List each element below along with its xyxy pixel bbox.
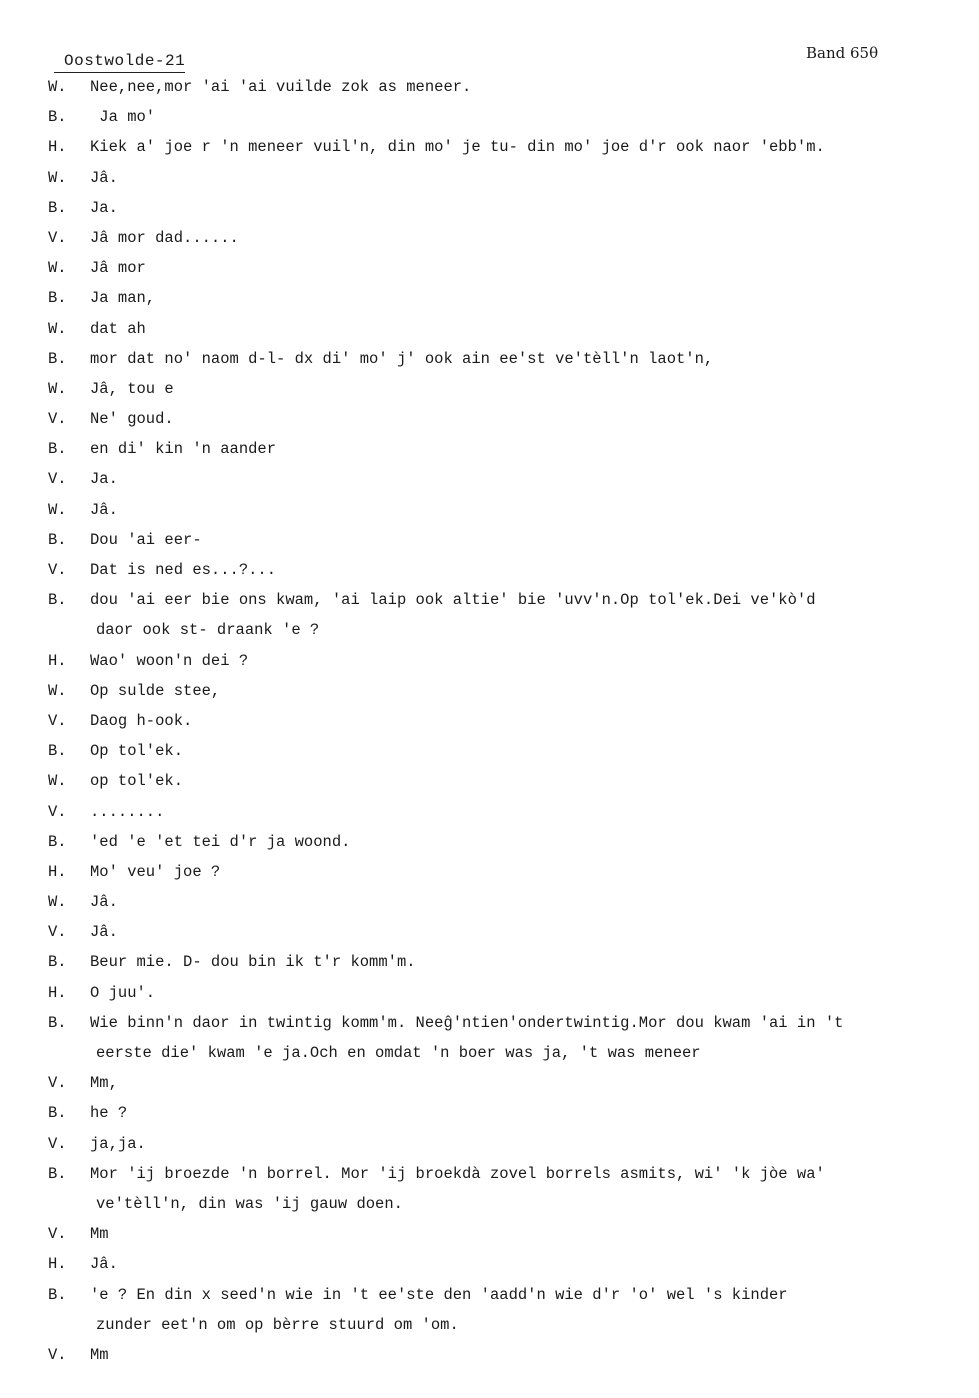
speaker-label: V. (48, 1134, 67, 1153)
transcript-line (0, 320, 979, 350)
speaker-label: V. (48, 1074, 67, 1093)
utterance-text: Mm (90, 1345, 109, 1364)
utterance-text: Kiek a' joe r 'n meneer vuil'n, din mo' je tu- din mo' joe d'r ook naor 'ebb'm. (90, 138, 825, 157)
transcript-line (0, 682, 979, 712)
transcript-line (0, 531, 979, 561)
transcript-line (0, 803, 979, 833)
transcript-line (0, 1286, 979, 1316)
utterance-text: Dat is ned es...?... (90, 561, 277, 579)
utterance-text: Jâ. (90, 923, 118, 942)
utterance-text: op tol'ek. (90, 772, 184, 791)
transcript-line (0, 78, 979, 108)
transcript-line (0, 1165, 979, 1195)
utterance-text: Jâ. (90, 893, 118, 912)
utterance-text: Ja mo' (90, 108, 156, 127)
utterance-text: Wao' woon'n dei ? (90, 651, 249, 670)
utterance-text: ........ (90, 802, 165, 821)
transcript-line (0, 169, 979, 199)
transcript-line (0, 1346, 979, 1376)
document-id-text: Oostwolde-21 (64, 52, 186, 70)
utterance-text: Beur mie. D- dou bin ik t'r komm'm. (90, 953, 416, 972)
transcript-line (0, 621, 979, 651)
utterance-text: dou 'ai eer bie ons kwam, 'ai laip ook altie' bie 'uvv'n.Op tol'ek.Dei ve'kò'd (90, 591, 816, 610)
utterance-text: Jâ, tou e (90, 379, 174, 398)
utterance-text: Mor 'ij broezde 'n borrel. Mor 'ij broekdà zovel borrels asmits, wi' 'k jòe wa' (90, 1164, 825, 1183)
transcript-line (0, 561, 979, 591)
transcript-line (0, 953, 979, 983)
speaker-label: H. (48, 862, 67, 881)
utterance-text: Jâ. (90, 500, 118, 519)
transcript-line (0, 1104, 979, 1134)
speaker-label: B. (48, 440, 67, 459)
utterance-text: Daog h-ook. (90, 711, 193, 730)
transcript-line (0, 410, 979, 440)
speaker-label: H. (48, 983, 67, 1002)
transcript-line (0, 1135, 979, 1165)
utterance-text: Op sulde stee, (90, 681, 221, 700)
utterance-text: 'ed 'e 'et tei d'r ja woond. (90, 832, 351, 851)
speaker-label: B. (48, 198, 67, 217)
utterance-text: he ? (90, 1104, 128, 1123)
transcript-line (0, 501, 979, 531)
transcript-line (0, 440, 979, 470)
transcript-lines (0, 78, 979, 1376)
speaker-label: W. (48, 379, 67, 398)
speaker-label: W. (48, 259, 67, 278)
speaker-label: W. (48, 78, 67, 96)
speaker-label: B. (48, 953, 67, 972)
utterance-text: Jâ. (90, 1255, 118, 1274)
transcript-line (0, 1014, 979, 1044)
utterance-text: Wie binn'n daor in twintig komm'm. Neeĝ'ntien'ondertwintig.Mor dou kwam 'ai in 't (90, 1013, 844, 1032)
utterance-text: Ja man, (90, 289, 156, 308)
speaker-label: V. (48, 1345, 67, 1364)
speaker-label: H. (48, 651, 67, 670)
speaker-label: V. (48, 228, 67, 247)
speaker-label: W. (48, 168, 67, 187)
transcript-line (0, 1316, 979, 1346)
speaker-label: B. (48, 108, 67, 127)
utterance-text: Mm (90, 1225, 109, 1244)
transcript-line (0, 742, 979, 772)
utterance-text: Op tol'ek. (90, 742, 184, 761)
utterance-text: zunder eet'n om op bèrre stuurd om 'om. (96, 1315, 459, 1334)
speaker-label: V. (48, 561, 67, 579)
utterance-text: Ja. (90, 470, 118, 489)
utterance-text: Dou 'ai eer- (90, 530, 202, 549)
document-id (64, 52, 185, 70)
transcript-line (0, 923, 979, 953)
speaker-label: B. (48, 742, 67, 761)
speaker-label: B. (48, 349, 67, 368)
utterance-text: O juu'. (90, 983, 156, 1002)
speaker-label: W. (48, 681, 67, 700)
transcript-line (0, 863, 979, 893)
utterance-text: ve'tèll'n, din was 'ij gauw doen. (96, 1194, 403, 1213)
transcript-line (0, 350, 979, 380)
document-id-underline (54, 72, 185, 73)
transcript-line (0, 652, 979, 682)
transcript-line (0, 772, 979, 802)
transcript-line (0, 1074, 979, 1104)
speaker-label: V. (48, 470, 67, 489)
transcript-line (0, 1255, 979, 1285)
transcript-line (0, 259, 979, 289)
band-number: Band 65θ (806, 44, 879, 62)
utterance-text: Jâ mor (90, 259, 146, 278)
utterance-text: mor dat no' naom d-l- dx di' mo' j' ook ain ee'st ve'tèll'n laot'n, (90, 349, 714, 368)
speaker-label: V. (48, 923, 67, 942)
transcript-line (0, 591, 979, 621)
speaker-label: W. (48, 893, 67, 912)
transcript-line (0, 138, 979, 168)
utterance-text: Nee,nee,mor 'ai 'ai vuilde zok as meneer. (90, 78, 472, 96)
utterance-text: en di' kin 'n aander (90, 440, 277, 459)
transcript-line (0, 712, 979, 742)
speaker-label: W. (48, 772, 67, 791)
transcript-line (0, 984, 979, 1014)
speaker-label: B. (48, 289, 67, 308)
utterance-text: Jâ mor dad...... (90, 228, 239, 247)
transcript-line (0, 470, 979, 500)
speaker-label: V. (48, 802, 67, 821)
transcript-line (0, 1225, 979, 1255)
utterance-text: Jâ. (90, 168, 118, 187)
transcript-line (0, 380, 979, 410)
transcript-line (0, 199, 979, 229)
speaker-label: B. (48, 530, 67, 549)
speaker-label: W. (48, 500, 67, 519)
utterance-text: Mm, (90, 1074, 118, 1093)
speaker-label: H. (48, 1255, 67, 1274)
speaker-label: H. (48, 138, 67, 157)
transcript-line (0, 289, 979, 319)
transcript-line (0, 893, 979, 923)
utterance-text: Mo' veu' joe ? (90, 862, 221, 881)
utterance-text: daor ook st- draank 'e ? (96, 621, 320, 640)
speaker-label: V. (48, 410, 67, 429)
speaker-label: B. (48, 1164, 67, 1183)
speaker-label: W. (48, 319, 67, 338)
transcript-line (0, 1195, 979, 1225)
utterance-text: Ja. (90, 198, 118, 217)
transcript-line (0, 1044, 979, 1074)
transcript-line (0, 108, 979, 138)
speaker-label: B. (48, 591, 67, 610)
speaker-label: B. (48, 1104, 67, 1123)
speaker-label: B. (48, 832, 67, 851)
speaker-label: B. (48, 1285, 67, 1304)
utterance-text: Ne' goud. (90, 410, 174, 429)
transcript-line (0, 833, 979, 863)
transcript-line (0, 229, 979, 259)
speaker-label: V. (48, 711, 67, 730)
speaker-label: B. (48, 1013, 67, 1032)
utterance-text: eerste die' kwam 'e ja.Och en omdat 'n boer was ja, 't was meneer (96, 1044, 701, 1062)
speaker-label: V. (48, 1225, 67, 1244)
utterance-text: ja,ja. (90, 1134, 146, 1153)
utterance-text: dat ah (90, 319, 146, 338)
utterance-text: 'e ? En din x seed'n wie in 't ee'ste den 'aadd'n wie d'r 'o' wel 's kinder (90, 1285, 788, 1304)
